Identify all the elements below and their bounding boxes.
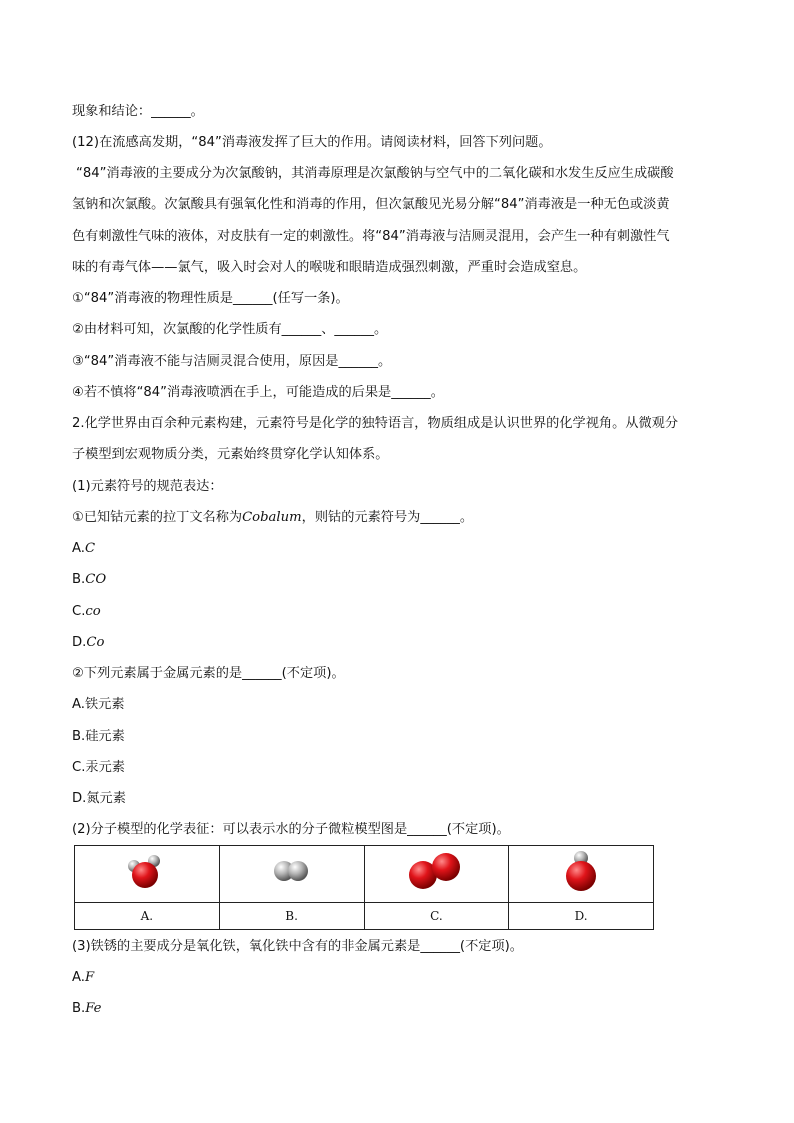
- option-letter: B.: [72, 1001, 86, 1016]
- option-a[interactable]: [72, 968, 94, 988]
- option-letter: B.: [72, 572, 86, 587]
- option-c[interactable]: [72, 602, 101, 622]
- text-line: 现象和结论：______。: [72, 104, 204, 119]
- part-1-heading: (1)元素符号的规范表达：: [72, 479, 223, 494]
- question-12-stem: (12)在流感高发期，“84”消毒液发挥了巨大的作用。请阅读材料，回答下列问题。: [72, 135, 552, 150]
- part-3-question: (3)铁锈的主要成分是氧化铁，氧化铁中含有的非金属元素是______(不定项)。: [72, 939, 523, 954]
- question-2-stem: 2.化学世界由百余种元素构建，元素符号是化学的独特语言，物质组成是认识世界的化学视角。从微观分: [72, 416, 679, 431]
- option-letter: A.: [72, 541, 85, 556]
- option-letter: C.: [72, 604, 86, 619]
- option-a[interactable]: [72, 539, 95, 559]
- option-letter: A.: [72, 970, 85, 985]
- sub-question-4: ④若不慎将“84”消毒液喷洒在手上，可能造成的后果是______。: [72, 385, 444, 400]
- option-b[interactable]: B.硅元素: [72, 729, 125, 744]
- option-b[interactable]: [72, 570, 106, 590]
- option-a[interactable]: A.铁元素: [72, 697, 125, 712]
- material-paragraph-line: 色有刺激性气味的液体，对皮肤有一定的刺激性。将“84”消毒液与洁厕灵混用，会产生一种有刺激性气: [72, 229, 670, 244]
- option-value: Co: [86, 635, 105, 650]
- option-b[interactable]: [72, 999, 101, 1019]
- option-value: CO: [85, 572, 107, 587]
- question-2-stem-cont: 子模型到宏观物质分类，元素始终贯穿化学认知体系。: [72, 447, 389, 462]
- option-value: F: [84, 970, 95, 985]
- model-cell-c[interactable]: [364, 846, 509, 903]
- material-paragraph-line: 味的有毒气体——氯气，吸入时会对人的喉咙和眼睛造成强烈刺激，严重时会造成窒息。: [72, 260, 587, 275]
- material-paragraph-line: 氢钠和次氯酸。次氯酸具有强氧化性和消毒的作用，但次氯酸见光易分解“84”消毒液是一种无色或淡黄: [72, 197, 670, 212]
- model-cell-d[interactable]: [509, 846, 654, 903]
- part-1-question-a: [72, 508, 473, 528]
- option-value: Fe: [85, 1001, 102, 1016]
- sub-question-1: ①“84”消毒液的物理性质是______(任写一条)。: [72, 291, 349, 306]
- option-value: co: [85, 604, 101, 619]
- model-label-d: D.: [509, 903, 654, 930]
- option-c[interactable]: C.汞元素: [72, 760, 125, 775]
- model-label-c: C.: [364, 903, 509, 930]
- diatomic-red-model-icon: [401, 847, 471, 897]
- material-paragraph-line: “84”消毒液的主要成分为次氯酸钠，其消毒原理是次氯酸钠与空气中的二氧化碳和水发生反应生成碳酸: [76, 166, 674, 181]
- part-2-question: (2)分子模型的化学表征：可以表示水的分子微粒模型图是______(不定项)。: [72, 822, 510, 837]
- question-text: ①已知钴元素的拉丁文名称为: [72, 510, 243, 525]
- part-1-question-b: ②下列元素属于金属元素的是______(不定项)。: [72, 666, 345, 681]
- option-value: C: [84, 541, 96, 556]
- model-label-b: B.: [219, 903, 364, 930]
- sub-question-2: ②由材料可知，次氯酸的化学性质有______、______。: [72, 322, 388, 337]
- model-label-a: A.: [75, 903, 220, 930]
- question-text: ，则钴的元素符号为______。: [301, 510, 474, 525]
- diatomic-gray-model-icon: [262, 847, 322, 897]
- model-cell-b[interactable]: [219, 846, 364, 903]
- option-d[interactable]: [72, 633, 104, 653]
- option-d[interactable]: D.氮元素: [72, 791, 126, 806]
- molecule-model-table: [74, 845, 654, 930]
- oh-model-icon: [551, 847, 611, 897]
- option-letter: D.: [72, 635, 87, 650]
- bent-molecule-model-icon: [117, 847, 177, 897]
- model-cell-a[interactable]: [75, 846, 220, 903]
- latin-name: Cobalum: [242, 510, 302, 525]
- sub-question-3: ③“84”消毒液不能与洁厕灵混合使用，原因是______。: [72, 354, 392, 369]
